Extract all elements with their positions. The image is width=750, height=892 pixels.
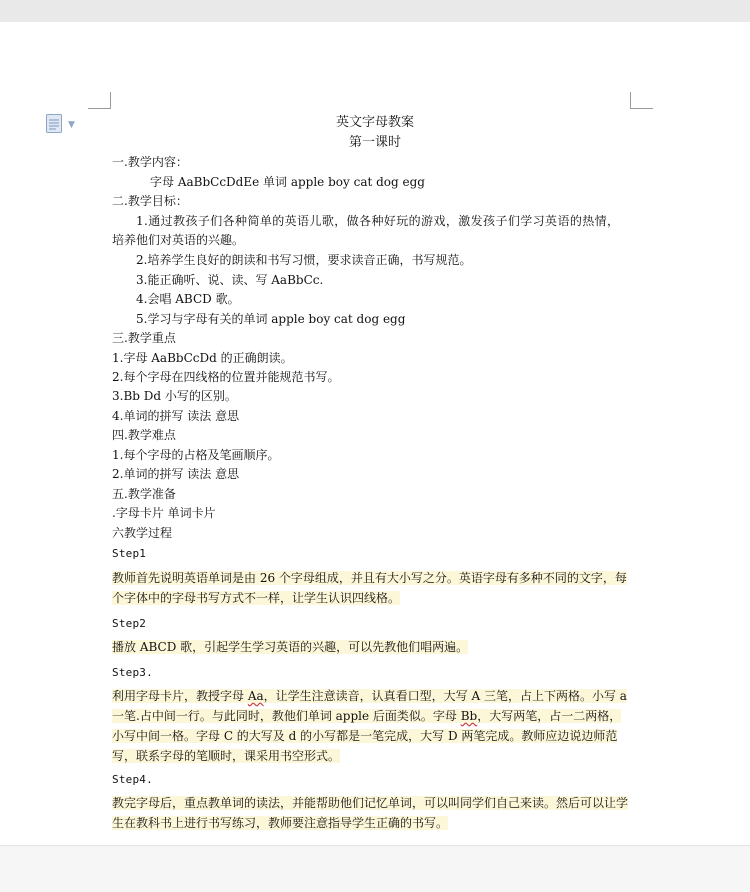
section-heading: 二.教学目标： xyxy=(112,194,188,208)
text-line: 字母 AaBbCcDdEe 单词 apple boy cat dog egg xyxy=(150,175,425,189)
step-paragraph: 利用字母卡片，教授字母 Aa，让学生注意读音，认真看口型，大写 A 三笔，占上下两格。小写 a 一笔.占中间一行。与此同时，教他们单词 apple 后面类似。字母 Bb，大写两笔，占一二两格，小写中间一格。字母 C 的大写及 d 的小写都是一笔完成，大写 D 两笔完成。教师应边说边师范写，联系字母的笔顺时，课采用书空形式。 xyxy=(112,689,627,763)
doc-subtitle: 第一课时 xyxy=(348,135,401,150)
section-heading: 一.教学内容： xyxy=(112,155,188,169)
step-label: Step4. xyxy=(112,773,153,786)
section-heading: 六教学过程 xyxy=(112,526,173,540)
text-line: 2.培养学生良好的朗读和书写习惯，要求读音正确，书写规范。 xyxy=(136,253,472,267)
step-label: Step2 xyxy=(112,617,147,630)
text-line: 2.单词的拼写 读法 意思 xyxy=(112,467,240,481)
text-line: 3.能正确听、说、读、写 AaBbCc. xyxy=(136,273,324,287)
text-line: 2.每个字母在四线格的位置并能规范书写。 xyxy=(112,370,340,384)
margin-corner-top-right xyxy=(630,92,653,109)
text-line: 5.学习与字母有关的单词 apple boy cat dog egg xyxy=(136,312,406,326)
step-paragraph: 教师首先说明英语单词是由 26 个字母组成，并且有大小写之分。英语字母有多种不同的文字，每个字体中的字母书写方式不一样，让学生认识四线格。 xyxy=(112,571,627,605)
section-heading: 四.教学难点 xyxy=(112,428,176,442)
text-line: 1.每个字母的占格及笔画顺序。 xyxy=(112,448,280,462)
text-line: 4.会唱 ABCD 歌。 xyxy=(136,292,240,306)
text-line: 培养他们对英语的兴趣。 xyxy=(112,233,245,247)
status-bar-area xyxy=(0,845,750,892)
text-line: 3.Bb Dd 小写的区别。 xyxy=(112,389,237,403)
text-line: 4.单词的拼写 读法 意思 xyxy=(112,409,240,423)
section-heading: 五.教学准备 xyxy=(112,487,176,501)
section-heading: 三.教学重点 xyxy=(112,331,176,345)
text-line: .字母卡片 单词卡片 xyxy=(112,506,216,520)
step-label: Step1 xyxy=(112,547,147,560)
text-line: 1.通过教孩子们各种简单的英语儿歌，做各种好玩的游戏，激发孩子们学习英语的热情， xyxy=(136,214,620,228)
text-line: 1.字母 AaBbCcDd 的正确朗读。 xyxy=(112,351,293,365)
doc-title: 英文字母教案 xyxy=(335,115,414,130)
step-paragraph: 教完字母后，重点教单词的读法，并能帮助他们记忆单词，可以叫同学们自己来读。然后可以让学生在教科书上进行书写练习，教师要注意指导学生正确的书写。 xyxy=(112,796,629,830)
document-page xyxy=(0,22,750,891)
margin-corner-top-left xyxy=(88,92,111,109)
chevron-down-icon[interactable]: ▼ xyxy=(68,120,75,130)
step-label: Step3. xyxy=(112,666,153,679)
step-paragraph: 播放 ABCD 歌，引起学生学习英语的兴趣，可以先教他们唱两遍。 xyxy=(112,640,469,654)
